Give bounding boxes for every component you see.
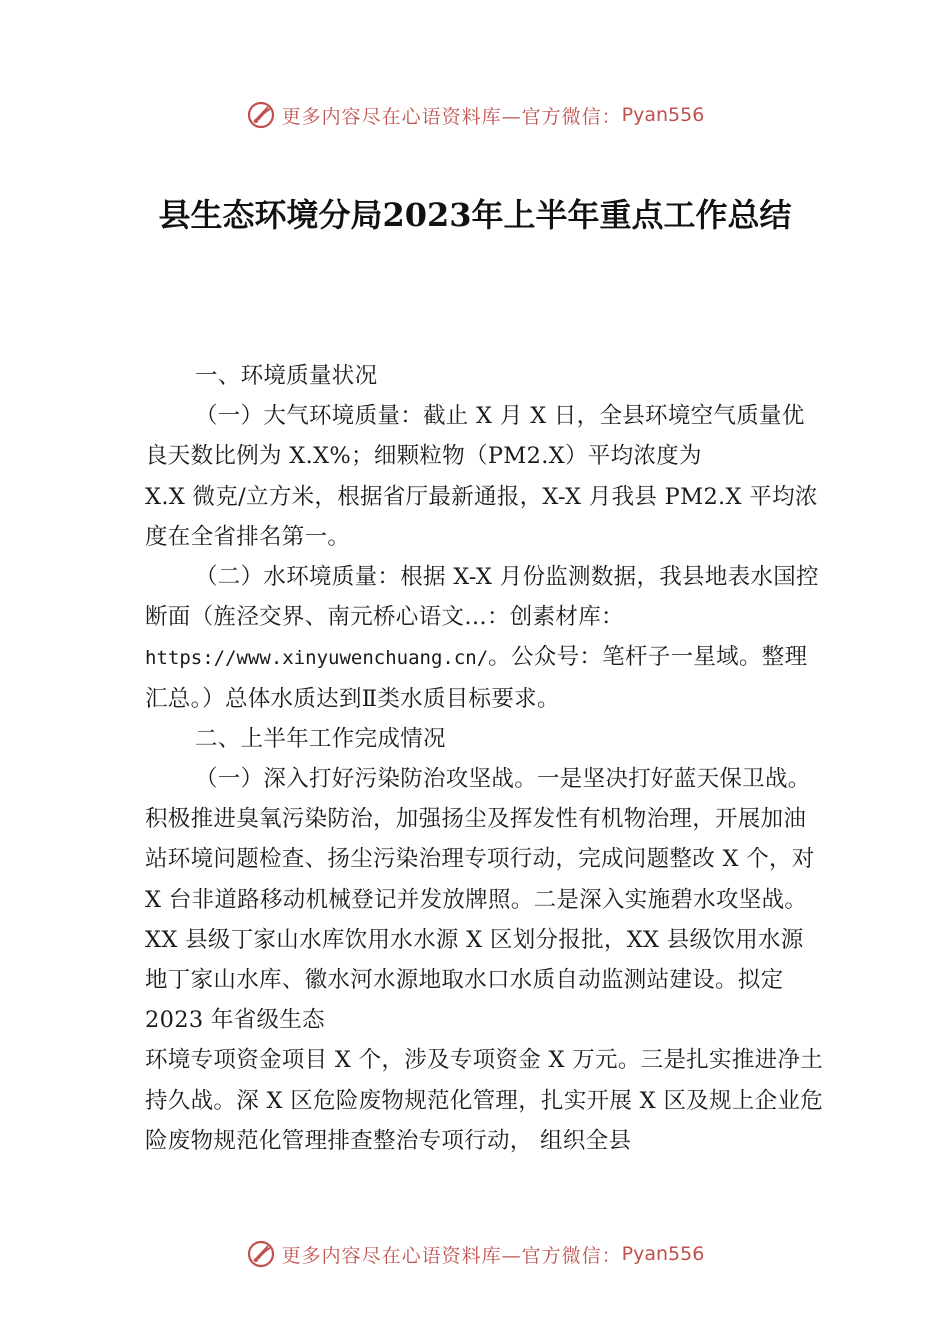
section-heading-2: 二、上半年工作完成情况: [195, 725, 446, 752]
wechat-id: Pyan556: [621, 1243, 705, 1265]
quill-logo-icon: [246, 100, 276, 130]
paragraph-water-quality: [145, 557, 825, 719]
wechat-id: Pyan556: [621, 104, 705, 126]
water-quality-text: （二）水环境质量：根据 X-X 月份监测数据，我县地表水国控断面（旌泾交界、南元桥心语文…：创素材库：: [145, 564, 819, 631]
paragraph-pollution-control-cont: 环境专项资金项目 X 个，涉及专项资金 X 万元。三是扎实推进净土持久战。深 X 区危险废物规范化管理，扎实开展 X 区及规上企业危险废物规范化管理排查整治专项行动， 组织全县: [145, 1047, 824, 1154]
banner-text: 更多内容尽在心语资料库—官方微信：: [281, 1244, 622, 1267]
paragraph-air-quality-cont: X.X 微克/立方米，根据省厅最新通报，X-X 月我县 PM2.X 平均浓度在全省排名第一。: [145, 483, 818, 550]
header-watermark-banner: [0, 95, 950, 135]
footer-watermark-banner: [0, 1234, 950, 1274]
banner-text: 更多内容尽在心语资料库—官方微信：: [281, 105, 622, 128]
section-heading-1: 一、环境质量状况: [195, 363, 378, 389]
source-url: https://www.xinyuwenchuang.cn/: [145, 647, 489, 670]
paragraph-air-quality: （一）大气环境质量：截止 X 月 X 日，全县环境空气质量优良天数比例为 X.X%；细颗粒物（PM2.X）平均浓度为: [145, 403, 805, 470]
document-body: [145, 356, 825, 1161]
water-quality-text-cont: 。公众号：笔杆子一星域。整理汇总。）总体水质达到Ⅱ类水质目标要求。: [145, 644, 808, 712]
document-title: 县生态环境分局2023年上半年重点工作总结: [158, 196, 792, 234]
paragraph-pollution-control: （一）深入打好污染防治攻坚战。一是坚决打好蓝天保卫战。积极推进臭氧污染防治，加强扬尘及挥发性有机物治理，开展加油站环境问题检查、扬尘污染治理专项行动，完成问题整改 X 个，对 X 台非道路移动机械登记并发放牌照。二是深入实施碧水攻坚战。XX 县级丁家山水库饮用水水源 X 区划分报批，XX 县级饮用水源地丁家山水库、徽水河水源地取水口水质自动监测站建设。拟定 2023 年省级生态: [145, 766, 815, 1034]
quill-logo-icon: [246, 1239, 276, 1269]
